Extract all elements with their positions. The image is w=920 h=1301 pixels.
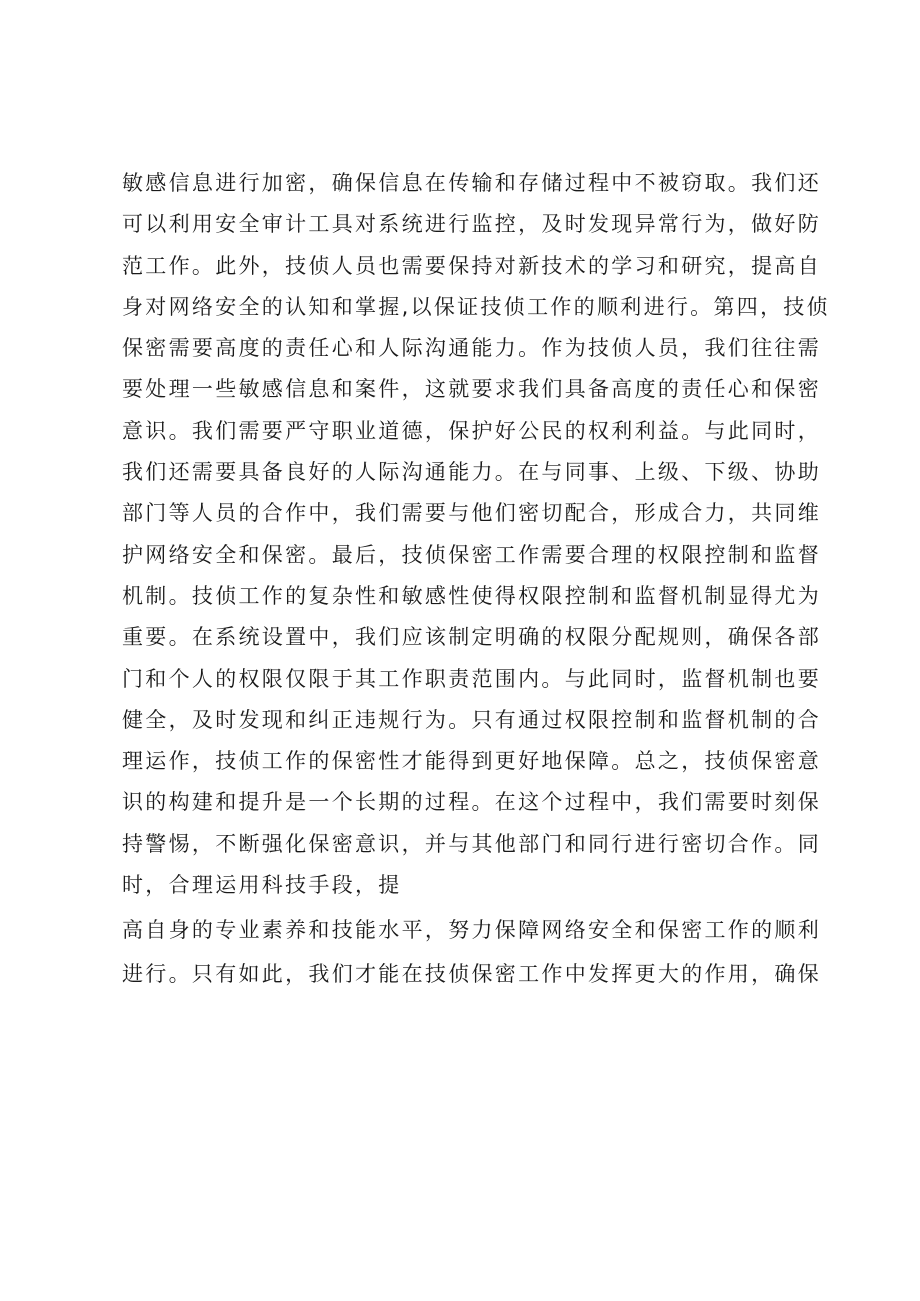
text-line: 高自身的专业素养和技能水平，努力保障网络安全和保密工作的顺利: [122, 918, 821, 943]
text-line: 我们还需要具备良好的人际沟通能力。在与同事、上级、下级、协助: [122, 460, 821, 485]
text-line: 重要。在系统设置中，我们应该制定明确的权限分配规则，确保各部: [122, 625, 821, 650]
text-line: 健全，及时发现和纠正违规行为。只有通过权限控制和监督机制的合: [122, 707, 821, 732]
text-line: 时，合理运用科技手段，提: [122, 873, 402, 898]
text-line: 护网络安全和保密。最后，技侦保密工作需要合理的权限控制和监督: [122, 542, 821, 567]
text-line: 持警惕，不断强化保密意识，并与其他部门和同行进行密切合作。同: [122, 831, 821, 856]
text-line: 可以利用安全审计工具对系统进行监控，及时发现异常行为，做好防: [122, 212, 821, 237]
text-line: 范工作。此外，技侦人员也需要保持对新技术的学习和研究，提高自: [122, 253, 821, 278]
text-line: 保密需要高度的责任心和人际沟通能力。作为技侦人员，我们往往需: [122, 336, 821, 361]
text-line: 门和个人的权限仅限于其工作职责范围内。与此同时，监督机制也要: [122, 666, 821, 691]
document-body: [122, 163, 830, 996]
text-line: 敏感信息进行加密，确保信息在传输和存储过程中不被窃取。我们还: [122, 171, 821, 195]
text-line: 意识。我们需要严守职业道德，保护好公民的权利利益。与此同时，: [122, 418, 821, 443]
text-line: 要处理一些敏感信息和案件，这就要求我们具备高度的责任心和保密: [122, 377, 821, 402]
text-line: 理运作，技侦工作的保密性才能得到更好地保障。总之，技侦保密意: [122, 749, 821, 774]
text-line: 进行。只有如此，我们才能在技侦保密工作中发挥更大的作用，确保: [122, 962, 821, 987]
text-line: 身对网络安全的认知和掌握,以保证技侦工作的顺利进行。第四，技侦: [122, 294, 830, 319]
text-line: 机制。技侦工作的复杂性和敏感性使得权限控制和监督机制显得尤为: [122, 583, 821, 608]
text-line: 部门等人员的合作中，我们需要与他们密切配合，形成合力，共同维: [122, 501, 821, 526]
text-line: 识的构建和提升是一个长期的过程。在这个过程中，我们需要时刻保: [122, 790, 821, 815]
